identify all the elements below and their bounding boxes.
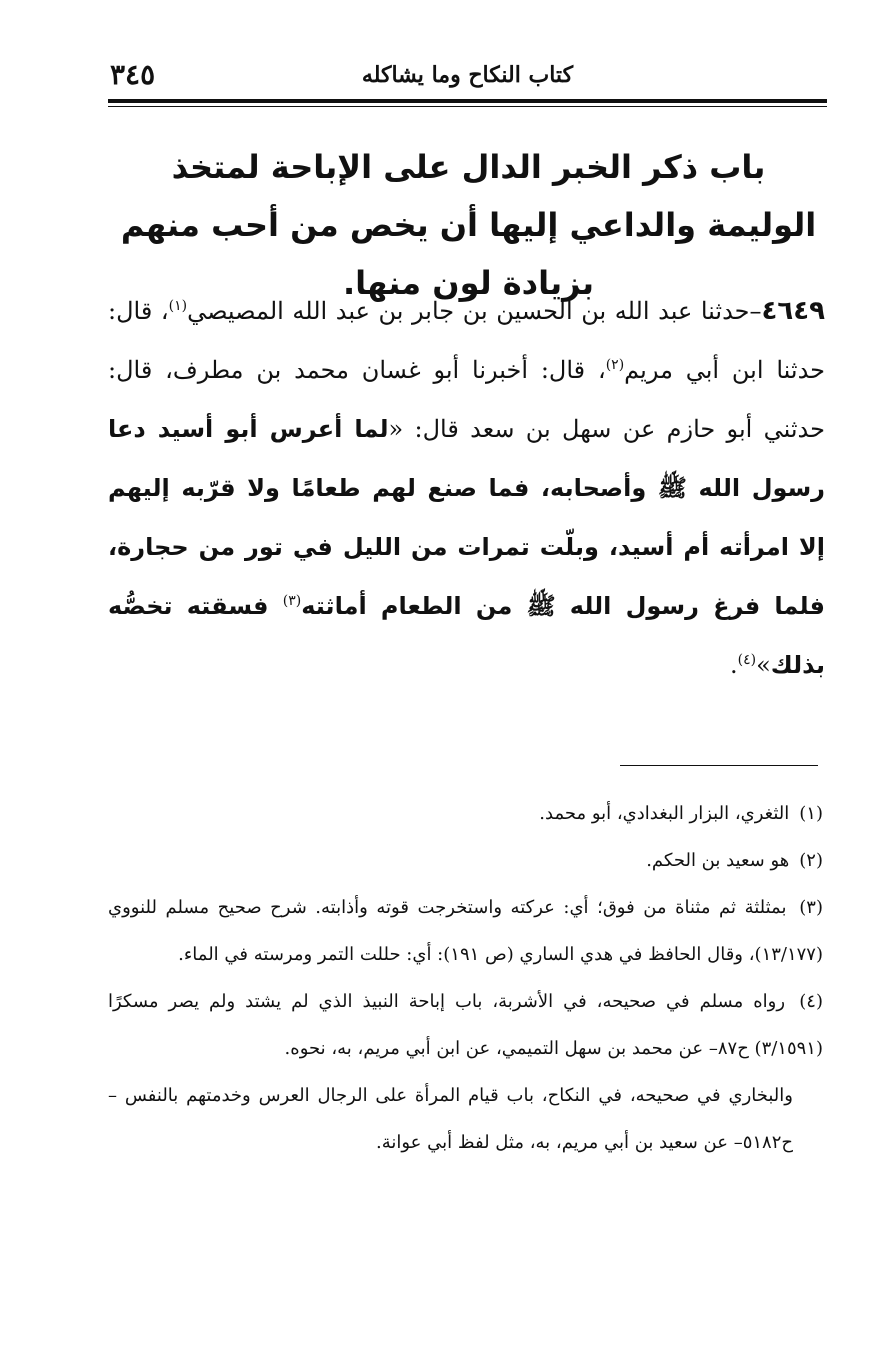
footnote-separator xyxy=(620,765,818,766)
footnote-mark: (٢) xyxy=(799,850,823,871)
footnote-text: رواه مسلم في صحيحه، في الأشربة، باب إباحة النبيذ الذي لم يشتد ولم يصر مسكرًا (٣/١٥٩١) ح٨٧– عن محمد بن سهل التميمي، عن ابن أبي مريم، به، نحوه. xyxy=(108,991,823,1059)
hadith-matn-1: لما أعرس أبو أسيد دعا رسول الله ﷺ وأصحابه، فما صنع لهم طعامًا ولا قرّبه إليهم إلا امرأته أم أسيد، وبلّت تمرات من الليل في تور من حجارة، فلما فرغ رسول الله ﷺ من الطعام أماثته xyxy=(108,415,825,620)
chapter-heading: باب ذكر الخبر الدال على الإباحة لمتخذ الوليمة والداعي إليها أن يخص من أحب منهم بزيادة لون منها. xyxy=(120,148,817,302)
footnote-ref-3: (٣) xyxy=(282,593,302,609)
footnote-ref-4: (٤) xyxy=(737,652,757,668)
footnote-1 xyxy=(108,790,823,837)
hadith-isnad-2: ، قال: حدثنا ابن أبي مريم xyxy=(108,297,826,384)
hadith-end: . xyxy=(729,651,738,679)
hadith-isnad-3: ، قال: أخبرنا أبو غسان محمد بن مطرف، قال: حدثني أبو حازم عن سهل بن سعد قال: « xyxy=(108,356,825,443)
footnote-ref-2: (٢) xyxy=(605,357,625,373)
footnote-ref-1: (١) xyxy=(168,298,188,314)
header-rule-thick xyxy=(108,99,827,103)
hadith-number: ٤٦٤٩ xyxy=(761,296,825,326)
footnote-mark: (٤) xyxy=(799,991,823,1012)
footnote-text: بمثلثة ثم مثناة من فوق؛ أي: عركته واستخرجت قوته وأذابته. شرح صحيح مسلم للنووي (١٣/١٧٧)، وقال الحافظ في هدي الساري (ص ١٩١): أي: حللت التمر ومرسته في الماء. xyxy=(108,897,823,965)
running-title: كتاب النكاح وما يشاكله xyxy=(361,62,574,88)
page-number: ٣٤٥ xyxy=(110,58,156,91)
footnote-mark: (١) xyxy=(799,803,823,824)
footnote-2 xyxy=(108,837,823,884)
header-rule-thin xyxy=(108,106,827,107)
footnotes-list xyxy=(108,790,823,1166)
hadith-isnad-1: –حدثنا عبد الله بن الحسين بن جابر بن عبد الله المصيصي xyxy=(187,297,762,325)
running-header xyxy=(110,58,825,98)
footnote-4-continuation: والبخاري في صحيحه، في النكاح، باب قيام المرأة على الرجال العرس وخدمتهم بالنفس –ح٥١٨٢– عن سعيد بن أبي مريم، به، مثل لفظ أبي عوانة. xyxy=(108,1085,793,1153)
hadith-matn-2: فسقته تخصُّه بذلك xyxy=(108,592,825,679)
footnote-text: الثغري، البزار البغدادي، أبو محمد. xyxy=(539,803,790,824)
footnote-mark: (٣) xyxy=(799,897,823,918)
footnote-3 xyxy=(108,884,823,978)
hadith-paragraph xyxy=(108,282,825,695)
quote-close: » xyxy=(756,651,771,679)
footnote-4 xyxy=(108,978,823,1072)
footnote-text: هو سعيد بن الحكم. xyxy=(646,850,790,871)
